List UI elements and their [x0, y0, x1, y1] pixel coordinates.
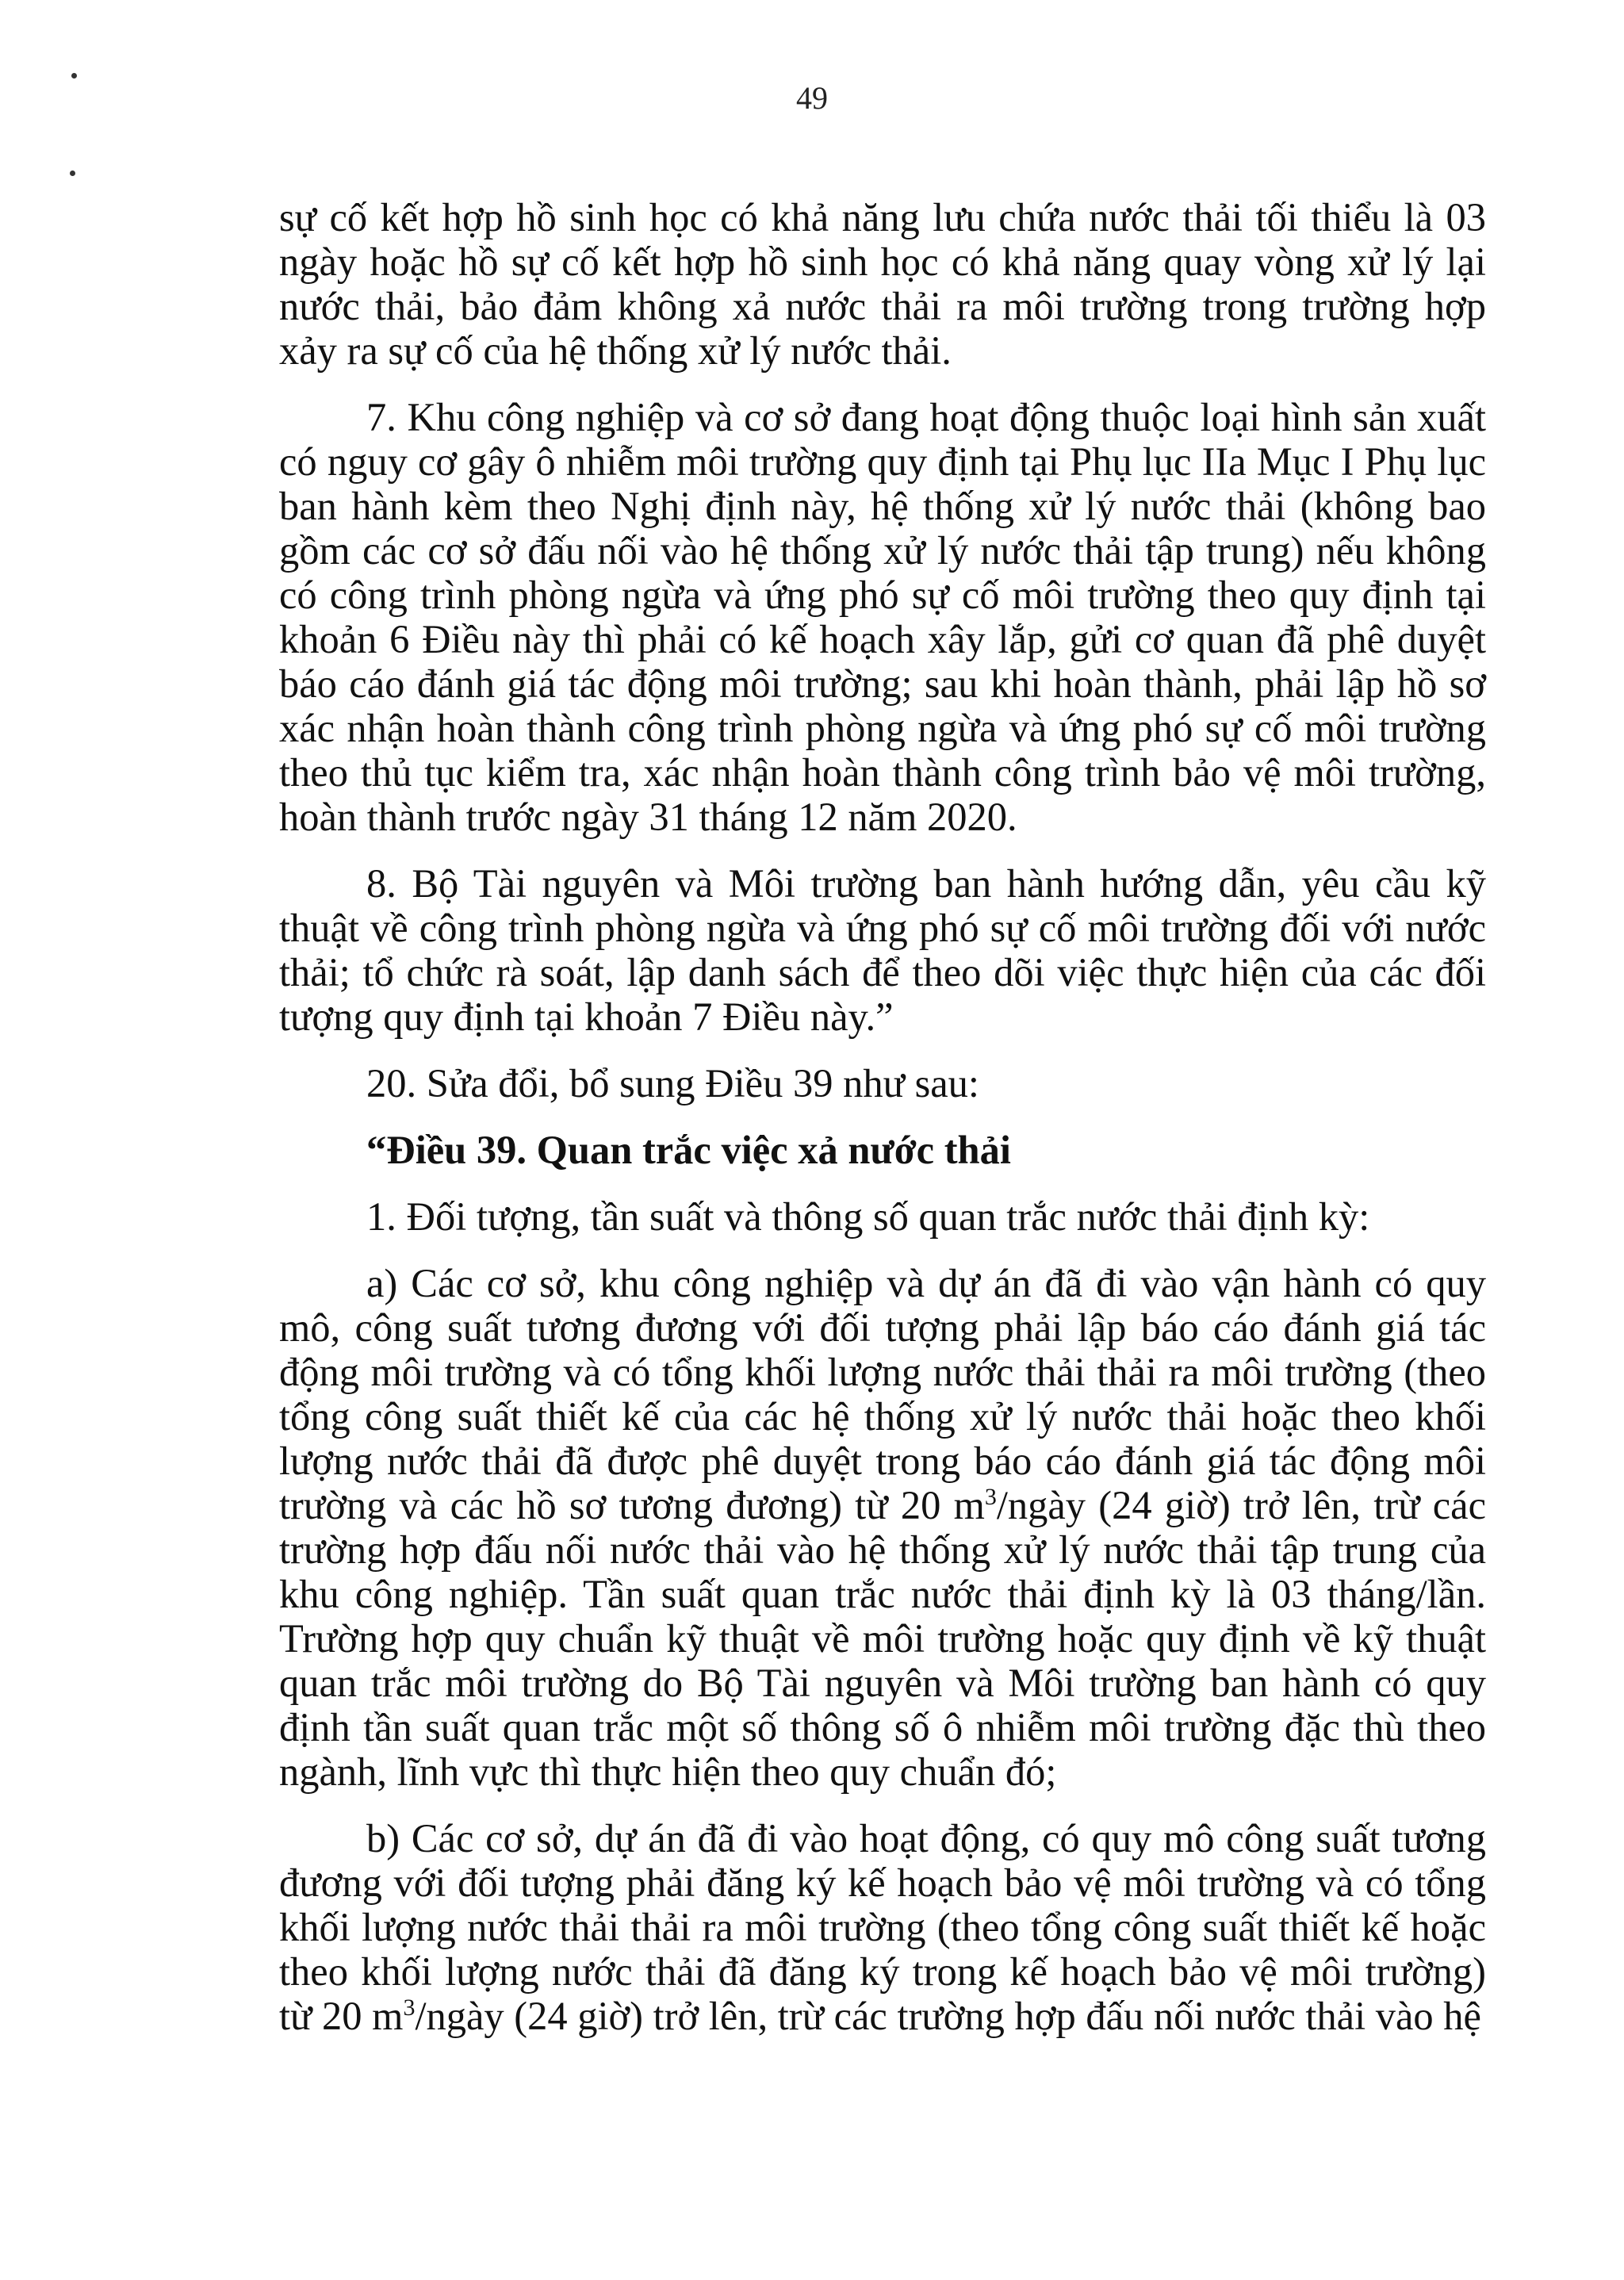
paragraph-continuation: sự cố kết hợp hồ sinh học có khả năng lưu chứa nước thải tối thiểu là 03 ngày hoặc hồ sự cố kết hợp hồ sinh học có khả năng quay vòng xử lý lại nước thải, bảo đảm không xả nước thải ra môi trường trong trường hợp xảy ra sự cố của hệ thống xử lý nước thải.	[279, 195, 1486, 373]
paragraph-clause-1: 1. Đối tượng, tần suất và thông số quan trắc nước thải định kỳ:	[366, 1194, 1370, 1239]
paragraph-point-a	[279, 1261, 1486, 1794]
point-b-superscript: 3	[403, 1995, 416, 2021]
point-a-superscript: 3	[984, 1484, 997, 1511]
point-a-text-before: a) Các cơ sở, khu công nghiệp và dự án đã đi vào vận hành có quy mô, công suất tương đương với đối tượng phải lập báo cáo đánh giá tác động môi trường và có tổng khối lượng nước thải thải ra môi trường (theo tổng công suất thiết kế của các hệ thống xử lý nước thải hoặc theo khối lượng nước thải đã được phê duyệt trong báo cáo đánh giá tác động môi trường và các hồ sơ tương đương) từ 20 m	[279, 1261, 1486, 1527]
paragraph-clause-8: 8. Bộ Tài nguyên và Môi trường ban hành hướng dẫn, yêu cầu kỹ thuật về công trình phòng ngừa và ứng phó sự cố môi trường đối với nước thải; tổ chức rà soát, lập danh sách để theo dõi việc thực hiện của các đối tượng quy định tại khoản 7 Điều này.”	[279, 861, 1486, 1039]
page-number: 49	[796, 80, 828, 116]
paragraph-point-b	[279, 1816, 1486, 2038]
paragraph-item-20: 20. Sửa đổi, bổ sung Điều 39 như sau:	[366, 1061, 979, 1106]
scan-mark-top	[71, 73, 77, 79]
article-39-heading: “Điều 39. Quan trắc việc xả nước thải	[366, 1128, 1011, 1172]
scan-mark-left	[70, 171, 75, 176]
point-b-text-after: /ngày (24 giờ) trở lên, trừ các trường hợp đấu nối nước thải vào hệ	[415, 1994, 1481, 2038]
paragraph-clause-7: 7. Khu công nghiệp và cơ sở đang hoạt động thuộc loại hình sản xuất có nguy cơ gây ô nhiễm môi trường quy định tại Phụ lục IIa Mục I Phụ lục ban hành kèm theo Nghị định này, hệ thống xử lý nước thải (không bao gồm các cơ sở đấu nối vào hệ thống xử lý nước thải tập trung) nếu không có công trình phòng ngừa và ứng phó sự cố môi trường theo quy định tại khoản 6 Điều này thì phải có kế hoạch xây lắp, gửi cơ quan đã phê duyệt báo cáo đánh giá tác động môi trường; sau khi hoàn thành, phải lập hồ sơ xác nhận hoàn thành công trình phòng ngừa và ứng phó sự cố môi trường theo thủ tục kiểm tra, xác nhận hoàn thành công trình bảo vệ môi trường, hoàn thành trước ngày 31 tháng 12 năm 2020.	[279, 395, 1486, 839]
point-a-text-after: /ngày (24 giờ) trở lên, trừ các trường hợp đấu nối nước thải vào hệ thống xử lý nước thải tập trung của khu công nghiệp. Tần suất quan trắc nước thải định kỳ là 03 tháng/lần. Trường hợp quy chuẩn kỹ thuật về môi trường hoặc quy định về kỹ thuật quan trắc môi trường do Bộ Tài nguyên và Môi trường ban hành có quy định tần suất quan trắc một số thông số ô nhiễm môi trường đặc thù theo ngành, lĩnh vực thì thực hiện theo quy chuẩn đó;	[279, 1483, 1486, 1794]
document-body	[279, 195, 1486, 2038]
point-b-text-before: b) Các cơ sở, dự án đã đi vào hoạt động, có quy mô công suất tương đương với đối tượng phải đăng ký kế hoạch bảo vệ môi trường và có tổng khối lượng nước thải thải ra môi trường (theo tổng công suất thiết kế hoặc theo khối lượng nước thải đã đăng ký trong kế hoạch bảo vệ môi trường) từ 20 m	[279, 1816, 1486, 2038]
